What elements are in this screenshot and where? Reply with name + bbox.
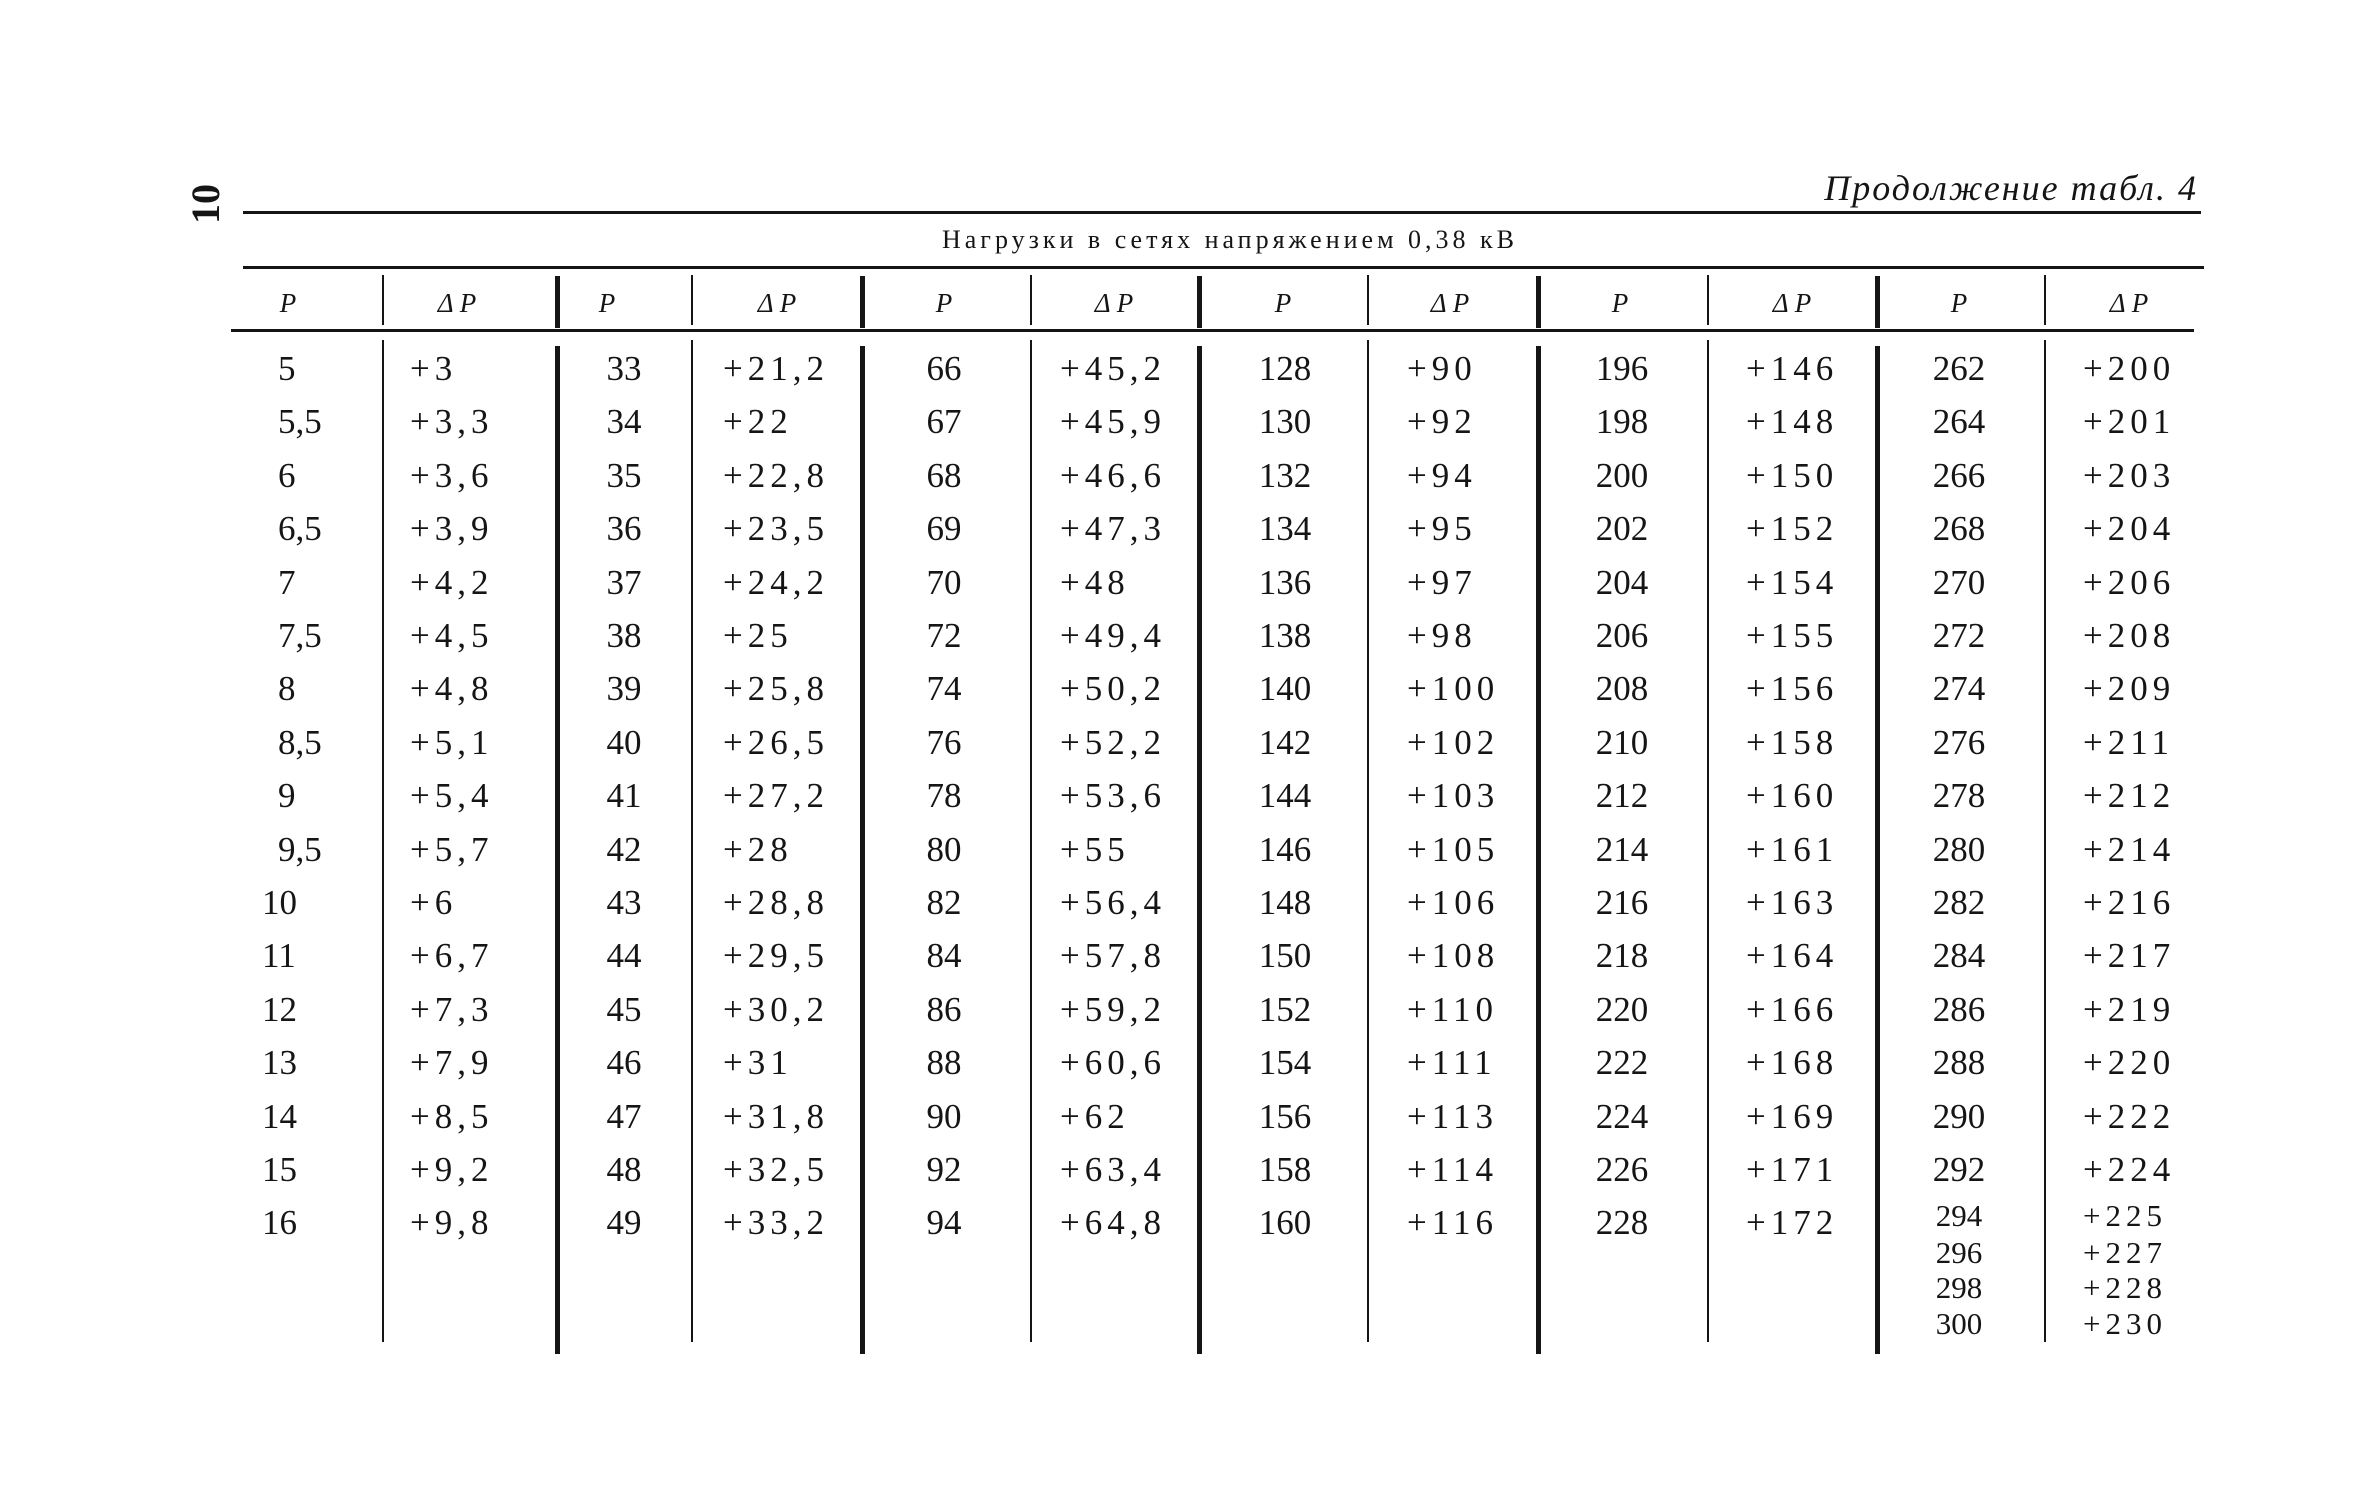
delta-p-value: +108 bbox=[1407, 936, 1500, 976]
p-value: 13 bbox=[262, 1043, 297, 1083]
delta-p-value: +222 bbox=[2083, 1096, 2176, 1136]
p-value: 292 bbox=[1932, 1150, 1986, 1189]
p-value: 156 bbox=[1258, 1096, 1312, 1136]
table-caption: Нагрузки в сетях напряжением 0,38 кВ bbox=[941, 225, 1519, 254]
delta-p-value: +48 bbox=[1060, 562, 1130, 602]
p-value: 6,5 bbox=[278, 509, 322, 549]
delta-p-value: +208 bbox=[2083, 616, 2176, 655]
p-value: 78 bbox=[926, 776, 962, 816]
p-value: 11 bbox=[262, 936, 296, 976]
p-value: 45 bbox=[606, 989, 642, 1029]
delta-p-value: +53,6 bbox=[1060, 776, 1166, 816]
delta-p-value: +23,5 bbox=[723, 509, 829, 549]
delta-p-value: +90 bbox=[1407, 349, 1477, 388]
delta-p-value: +152 bbox=[1746, 509, 1839, 549]
p-value: 200 bbox=[1595, 455, 1649, 495]
delta-p-value: +45,9 bbox=[1060, 402, 1166, 442]
delta-p-value: +161 bbox=[1746, 829, 1839, 869]
delta-p-value: +97 bbox=[1407, 562, 1477, 602]
column-header-dp: Δ P bbox=[1430, 288, 1470, 318]
header-group-divider bbox=[555, 276, 560, 328]
delta-p-value: +200 bbox=[2083, 349, 2176, 388]
p-value: 67 bbox=[926, 402, 962, 442]
delta-p-value: +163 bbox=[1746, 883, 1839, 922]
p-value: 286 bbox=[1932, 989, 1986, 1029]
group-divider bbox=[1875, 346, 1880, 1354]
p-value: 144 bbox=[1258, 776, 1312, 816]
delta-p-value: +63,4 bbox=[1060, 1150, 1166, 1189]
column-header-p: P bbox=[1274, 288, 1292, 318]
p-value: 148 bbox=[1258, 883, 1312, 922]
delta-p-value: +32,5 bbox=[723, 1150, 829, 1189]
page-number: 10 bbox=[183, 184, 228, 224]
delta-p-value: +5,4 bbox=[410, 776, 494, 816]
column-header-dp: Δ P bbox=[1094, 288, 1134, 318]
column-divider bbox=[691, 340, 694, 1342]
p-value: 218 bbox=[1595, 936, 1649, 976]
p-value: 226 bbox=[1595, 1150, 1649, 1189]
p-value: 33 bbox=[606, 349, 642, 388]
p-value: 10 bbox=[262, 883, 297, 922]
delta-p-value: +106 bbox=[1407, 883, 1500, 922]
delta-p-value: +110 bbox=[1407, 989, 1498, 1029]
delta-p-value: +29,5 bbox=[723, 936, 829, 976]
column-header-dp: Δ P bbox=[1772, 288, 1812, 318]
delta-p-value: +8,5 bbox=[410, 1096, 494, 1136]
p-value: 216 bbox=[1595, 883, 1649, 922]
header-group-divider bbox=[1536, 276, 1541, 328]
delta-p-value: +201 bbox=[2083, 402, 2176, 442]
p-value: 220 bbox=[1595, 989, 1649, 1029]
delta-p-value: +9,2 bbox=[410, 1150, 494, 1189]
delta-p-value: +25,8 bbox=[723, 669, 829, 709]
p-value: 35 bbox=[606, 455, 642, 495]
p-value: 208 bbox=[1595, 669, 1649, 709]
p-value: 300 bbox=[1935, 1306, 1983, 1341]
p-value: 154 bbox=[1258, 1043, 1312, 1083]
p-value: 134 bbox=[1258, 509, 1312, 549]
delta-p-value: +168 bbox=[1746, 1043, 1839, 1083]
p-value: 15 bbox=[262, 1150, 297, 1189]
delta-p-value: +92 bbox=[1407, 402, 1477, 442]
p-value: 47 bbox=[606, 1096, 642, 1136]
group-divider bbox=[860, 346, 865, 1354]
p-value: 132 bbox=[1258, 455, 1312, 495]
p-value: 34 bbox=[606, 402, 642, 442]
delta-p-value: +49,4 bbox=[1060, 616, 1166, 655]
top-rule bbox=[243, 211, 2201, 214]
p-value: 294 bbox=[1935, 1198, 1983, 1233]
delta-p-value: +52,2 bbox=[1060, 722, 1166, 762]
delta-p-value: +56,4 bbox=[1060, 883, 1166, 922]
delta-p-value: +227 bbox=[2083, 1235, 2167, 1270]
delta-p-value: +21,2 bbox=[723, 349, 829, 388]
p-value: 37 bbox=[606, 562, 642, 602]
delta-p-value: +7,9 bbox=[410, 1043, 494, 1083]
p-value: 274 bbox=[1932, 669, 1986, 709]
caption-rule bbox=[243, 266, 2204, 269]
delta-p-value: +59,2 bbox=[1060, 989, 1166, 1029]
column-divider bbox=[1030, 340, 1033, 1342]
delta-p-value: +116 bbox=[1407, 1203, 1498, 1243]
p-value: 80 bbox=[926, 829, 962, 869]
p-value: 70 bbox=[926, 562, 962, 602]
column-divider bbox=[1707, 340, 1710, 1342]
p-value: 94 bbox=[926, 1203, 962, 1243]
delta-p-value: +214 bbox=[2083, 829, 2176, 869]
header-group-divider bbox=[1875, 276, 1880, 328]
p-value: 210 bbox=[1595, 722, 1649, 762]
delta-p-value: +166 bbox=[1746, 989, 1839, 1029]
delta-p-value: +5,1 bbox=[410, 722, 494, 762]
header-column-divider bbox=[1030, 275, 1033, 325]
delta-p-value: +3,3 bbox=[410, 402, 494, 442]
p-value: 140 bbox=[1258, 669, 1312, 709]
p-value: 41 bbox=[606, 776, 642, 816]
p-value: 76 bbox=[926, 722, 962, 762]
column-divider bbox=[2044, 340, 2047, 1342]
column-divider bbox=[382, 340, 385, 1342]
p-value: 14 bbox=[262, 1096, 297, 1136]
p-value: 40 bbox=[606, 722, 642, 762]
column-header-p: P bbox=[598, 288, 616, 318]
delta-p-value: +45,2 bbox=[1060, 349, 1166, 388]
p-value: 268 bbox=[1932, 509, 1986, 549]
delta-p-value: +203 bbox=[2083, 455, 2176, 495]
group-divider bbox=[1197, 346, 1202, 1354]
delta-p-value: +209 bbox=[2083, 669, 2176, 709]
p-value: 128 bbox=[1258, 349, 1312, 388]
header-group-divider bbox=[860, 276, 865, 328]
delta-p-value: +212 bbox=[2083, 776, 2176, 816]
delta-p-value: +33,2 bbox=[723, 1203, 829, 1243]
delta-p-value: +114 bbox=[1407, 1150, 1498, 1189]
delta-p-value: +98 bbox=[1407, 616, 1477, 655]
p-value: 42 bbox=[606, 829, 642, 869]
group-divider bbox=[555, 346, 560, 1354]
p-value: 280 bbox=[1932, 829, 1986, 869]
delta-p-value: +3,9 bbox=[410, 509, 494, 549]
p-value: 222 bbox=[1595, 1043, 1649, 1083]
delta-p-value: +50,2 bbox=[1060, 669, 1166, 709]
p-value: 66 bbox=[926, 349, 962, 388]
column-header-dp: Δ P bbox=[437, 288, 477, 318]
delta-p-value: +4,2 bbox=[410, 562, 494, 602]
p-value: 9 bbox=[278, 776, 296, 816]
column-header-p: P bbox=[1611, 288, 1629, 318]
delta-p-value: +3 bbox=[410, 349, 458, 388]
delta-p-value: +158 bbox=[1746, 722, 1839, 762]
column-header-dp: Δ P bbox=[2109, 288, 2149, 318]
p-value: 204 bbox=[1595, 562, 1649, 602]
p-value: 39 bbox=[606, 669, 642, 709]
p-value: 202 bbox=[1595, 509, 1649, 549]
p-value: 38 bbox=[606, 616, 642, 655]
p-value: 284 bbox=[1932, 936, 1986, 976]
delta-p-value: +103 bbox=[1407, 776, 1500, 816]
p-value: 88 bbox=[926, 1043, 962, 1083]
delta-p-value: +24,2 bbox=[723, 562, 829, 602]
delta-p-value: +28 bbox=[723, 829, 793, 869]
p-value: 264 bbox=[1932, 402, 1986, 442]
p-value: 138 bbox=[1258, 616, 1312, 655]
p-value: 298 bbox=[1935, 1270, 1983, 1305]
delta-p-value: +7,3 bbox=[410, 989, 494, 1029]
delta-p-value: +55 bbox=[1060, 829, 1130, 869]
p-value: 6 bbox=[278, 455, 296, 495]
header-column-divider bbox=[382, 275, 385, 325]
delta-p-value: +102 bbox=[1407, 722, 1500, 762]
p-value: 7 bbox=[278, 562, 296, 602]
p-value: 69 bbox=[926, 509, 962, 549]
p-value: 198 bbox=[1595, 402, 1649, 442]
delta-p-value: +6,7 bbox=[410, 936, 494, 976]
p-value: 212 bbox=[1595, 776, 1649, 816]
p-value: 282 bbox=[1932, 883, 1986, 922]
delta-p-value: +228 bbox=[2083, 1270, 2167, 1305]
p-value: 46 bbox=[606, 1043, 642, 1083]
delta-p-value: +62 bbox=[1060, 1096, 1130, 1136]
delta-p-value: +146 bbox=[1746, 349, 1839, 388]
p-value: 9,5 bbox=[278, 829, 322, 869]
column-header-dp: Δ P bbox=[757, 288, 797, 318]
delta-p-value: +216 bbox=[2083, 883, 2176, 922]
delta-p-value: +4,5 bbox=[410, 616, 494, 655]
p-value: 150 bbox=[1258, 936, 1312, 976]
delta-p-value: +150 bbox=[1746, 455, 1839, 495]
delta-p-value: +27,2 bbox=[723, 776, 829, 816]
p-value: 74 bbox=[926, 669, 962, 709]
delta-p-value: +31,8 bbox=[723, 1096, 829, 1136]
column-divider bbox=[1367, 340, 1370, 1342]
p-value: 270 bbox=[1932, 562, 1986, 602]
delta-p-value: +155 bbox=[1746, 616, 1839, 655]
p-value: 262 bbox=[1932, 349, 1986, 388]
delta-p-value: +225 bbox=[2083, 1198, 2167, 1233]
delta-p-value: +204 bbox=[2083, 509, 2176, 549]
delta-p-value: +47,3 bbox=[1060, 509, 1166, 549]
delta-p-value: +9,8 bbox=[410, 1203, 494, 1243]
header-column-divider bbox=[1367, 275, 1370, 325]
p-value: 196 bbox=[1595, 349, 1649, 388]
p-value: 86 bbox=[926, 989, 962, 1029]
delta-p-value: +6 bbox=[410, 883, 458, 922]
delta-p-value: +100 bbox=[1407, 669, 1500, 709]
p-value: 152 bbox=[1258, 989, 1312, 1029]
delta-p-value: +171 bbox=[1746, 1150, 1839, 1189]
p-value: 8 bbox=[278, 669, 296, 709]
p-value: 146 bbox=[1258, 829, 1312, 869]
p-value: 214 bbox=[1595, 829, 1649, 869]
p-value: 158 bbox=[1258, 1150, 1312, 1189]
delta-p-value: +164 bbox=[1746, 936, 1839, 976]
delta-p-value: +219 bbox=[2083, 989, 2176, 1029]
p-value: 44 bbox=[606, 936, 642, 976]
p-value: 266 bbox=[1932, 455, 1986, 495]
p-value: 72 bbox=[926, 616, 962, 655]
delta-p-value: +26,5 bbox=[723, 722, 829, 762]
p-value: 12 bbox=[262, 989, 297, 1029]
delta-p-value: +30,2 bbox=[723, 989, 829, 1029]
delta-p-value: +28,8 bbox=[723, 883, 829, 922]
p-value: 142 bbox=[1258, 722, 1312, 762]
delta-p-value: +154 bbox=[1746, 562, 1839, 602]
delta-p-value: +22,8 bbox=[723, 455, 829, 495]
p-value: 16 bbox=[262, 1203, 297, 1243]
header-group-divider bbox=[1197, 276, 1202, 328]
p-value: 160 bbox=[1258, 1203, 1312, 1243]
delta-p-value: +95 bbox=[1407, 509, 1477, 549]
delta-p-value: +57,8 bbox=[1060, 936, 1166, 976]
header-rule bbox=[231, 329, 2194, 332]
delta-p-value: +156 bbox=[1746, 669, 1839, 709]
p-value: 90 bbox=[926, 1096, 962, 1136]
delta-p-value: +31 bbox=[723, 1043, 793, 1083]
delta-p-value: +206 bbox=[2083, 562, 2176, 602]
p-value: 68 bbox=[926, 455, 962, 495]
p-value: 8,5 bbox=[278, 722, 322, 762]
delta-p-value: +211 bbox=[2083, 722, 2174, 762]
p-value: 84 bbox=[926, 936, 962, 976]
header-column-divider bbox=[2044, 275, 2047, 325]
header-column-divider bbox=[691, 275, 694, 325]
p-value: 228 bbox=[1595, 1203, 1649, 1243]
p-value: 5 bbox=[278, 349, 296, 388]
delta-p-value: +3,6 bbox=[410, 455, 494, 495]
p-value: 36 bbox=[606, 509, 642, 549]
p-value: 5,5 bbox=[278, 402, 322, 442]
p-value: 82 bbox=[926, 883, 962, 922]
delta-p-value: +22 bbox=[723, 402, 793, 442]
delta-p-value: +4,8 bbox=[410, 669, 494, 709]
delta-p-value: +60,6 bbox=[1060, 1043, 1166, 1083]
delta-p-value: +224 bbox=[2083, 1150, 2176, 1189]
header-column-divider bbox=[1707, 275, 1710, 325]
delta-p-value: +46,6 bbox=[1060, 455, 1166, 495]
p-value: 7,5 bbox=[278, 616, 322, 655]
p-value: 288 bbox=[1932, 1043, 1986, 1083]
delta-p-value: +230 bbox=[2083, 1306, 2167, 1341]
p-value: 224 bbox=[1595, 1096, 1649, 1136]
p-value: 136 bbox=[1258, 562, 1312, 602]
delta-p-value: +169 bbox=[1746, 1096, 1839, 1136]
delta-p-value: +113 bbox=[1407, 1096, 1498, 1136]
p-value: 278 bbox=[1932, 776, 1986, 816]
p-value: 49 bbox=[606, 1203, 642, 1243]
p-value: 130 bbox=[1258, 402, 1312, 442]
p-value: 290 bbox=[1932, 1096, 1986, 1136]
delta-p-value: +148 bbox=[1746, 402, 1839, 442]
delta-p-value: +94 bbox=[1407, 455, 1477, 495]
delta-p-value: +64,8 bbox=[1060, 1203, 1166, 1243]
delta-p-value: +220 bbox=[2083, 1043, 2176, 1083]
column-header-p: P bbox=[1950, 288, 1968, 318]
p-value: 43 bbox=[606, 883, 642, 922]
p-value: 276 bbox=[1932, 722, 1986, 762]
column-header-p: P bbox=[935, 288, 953, 318]
delta-p-value: +105 bbox=[1407, 829, 1500, 869]
delta-p-value: +25 bbox=[723, 616, 793, 655]
delta-p-value: +160 bbox=[1746, 776, 1839, 816]
p-value: 48 bbox=[606, 1150, 642, 1189]
p-value: 296 bbox=[1935, 1235, 1983, 1270]
p-value: 206 bbox=[1595, 616, 1649, 655]
delta-p-value: +172 bbox=[1746, 1203, 1839, 1243]
delta-p-value: +5,7 bbox=[410, 829, 494, 869]
delta-p-value: +217 bbox=[2083, 936, 2176, 976]
group-divider bbox=[1536, 346, 1541, 1354]
column-header-p: P bbox=[279, 288, 297, 318]
p-value: 92 bbox=[926, 1150, 962, 1189]
table-continuation-label: Продолжение табл. 4 bbox=[1824, 168, 2198, 208]
p-value: 272 bbox=[1932, 616, 1986, 655]
delta-p-value: +111 bbox=[1407, 1043, 1497, 1083]
